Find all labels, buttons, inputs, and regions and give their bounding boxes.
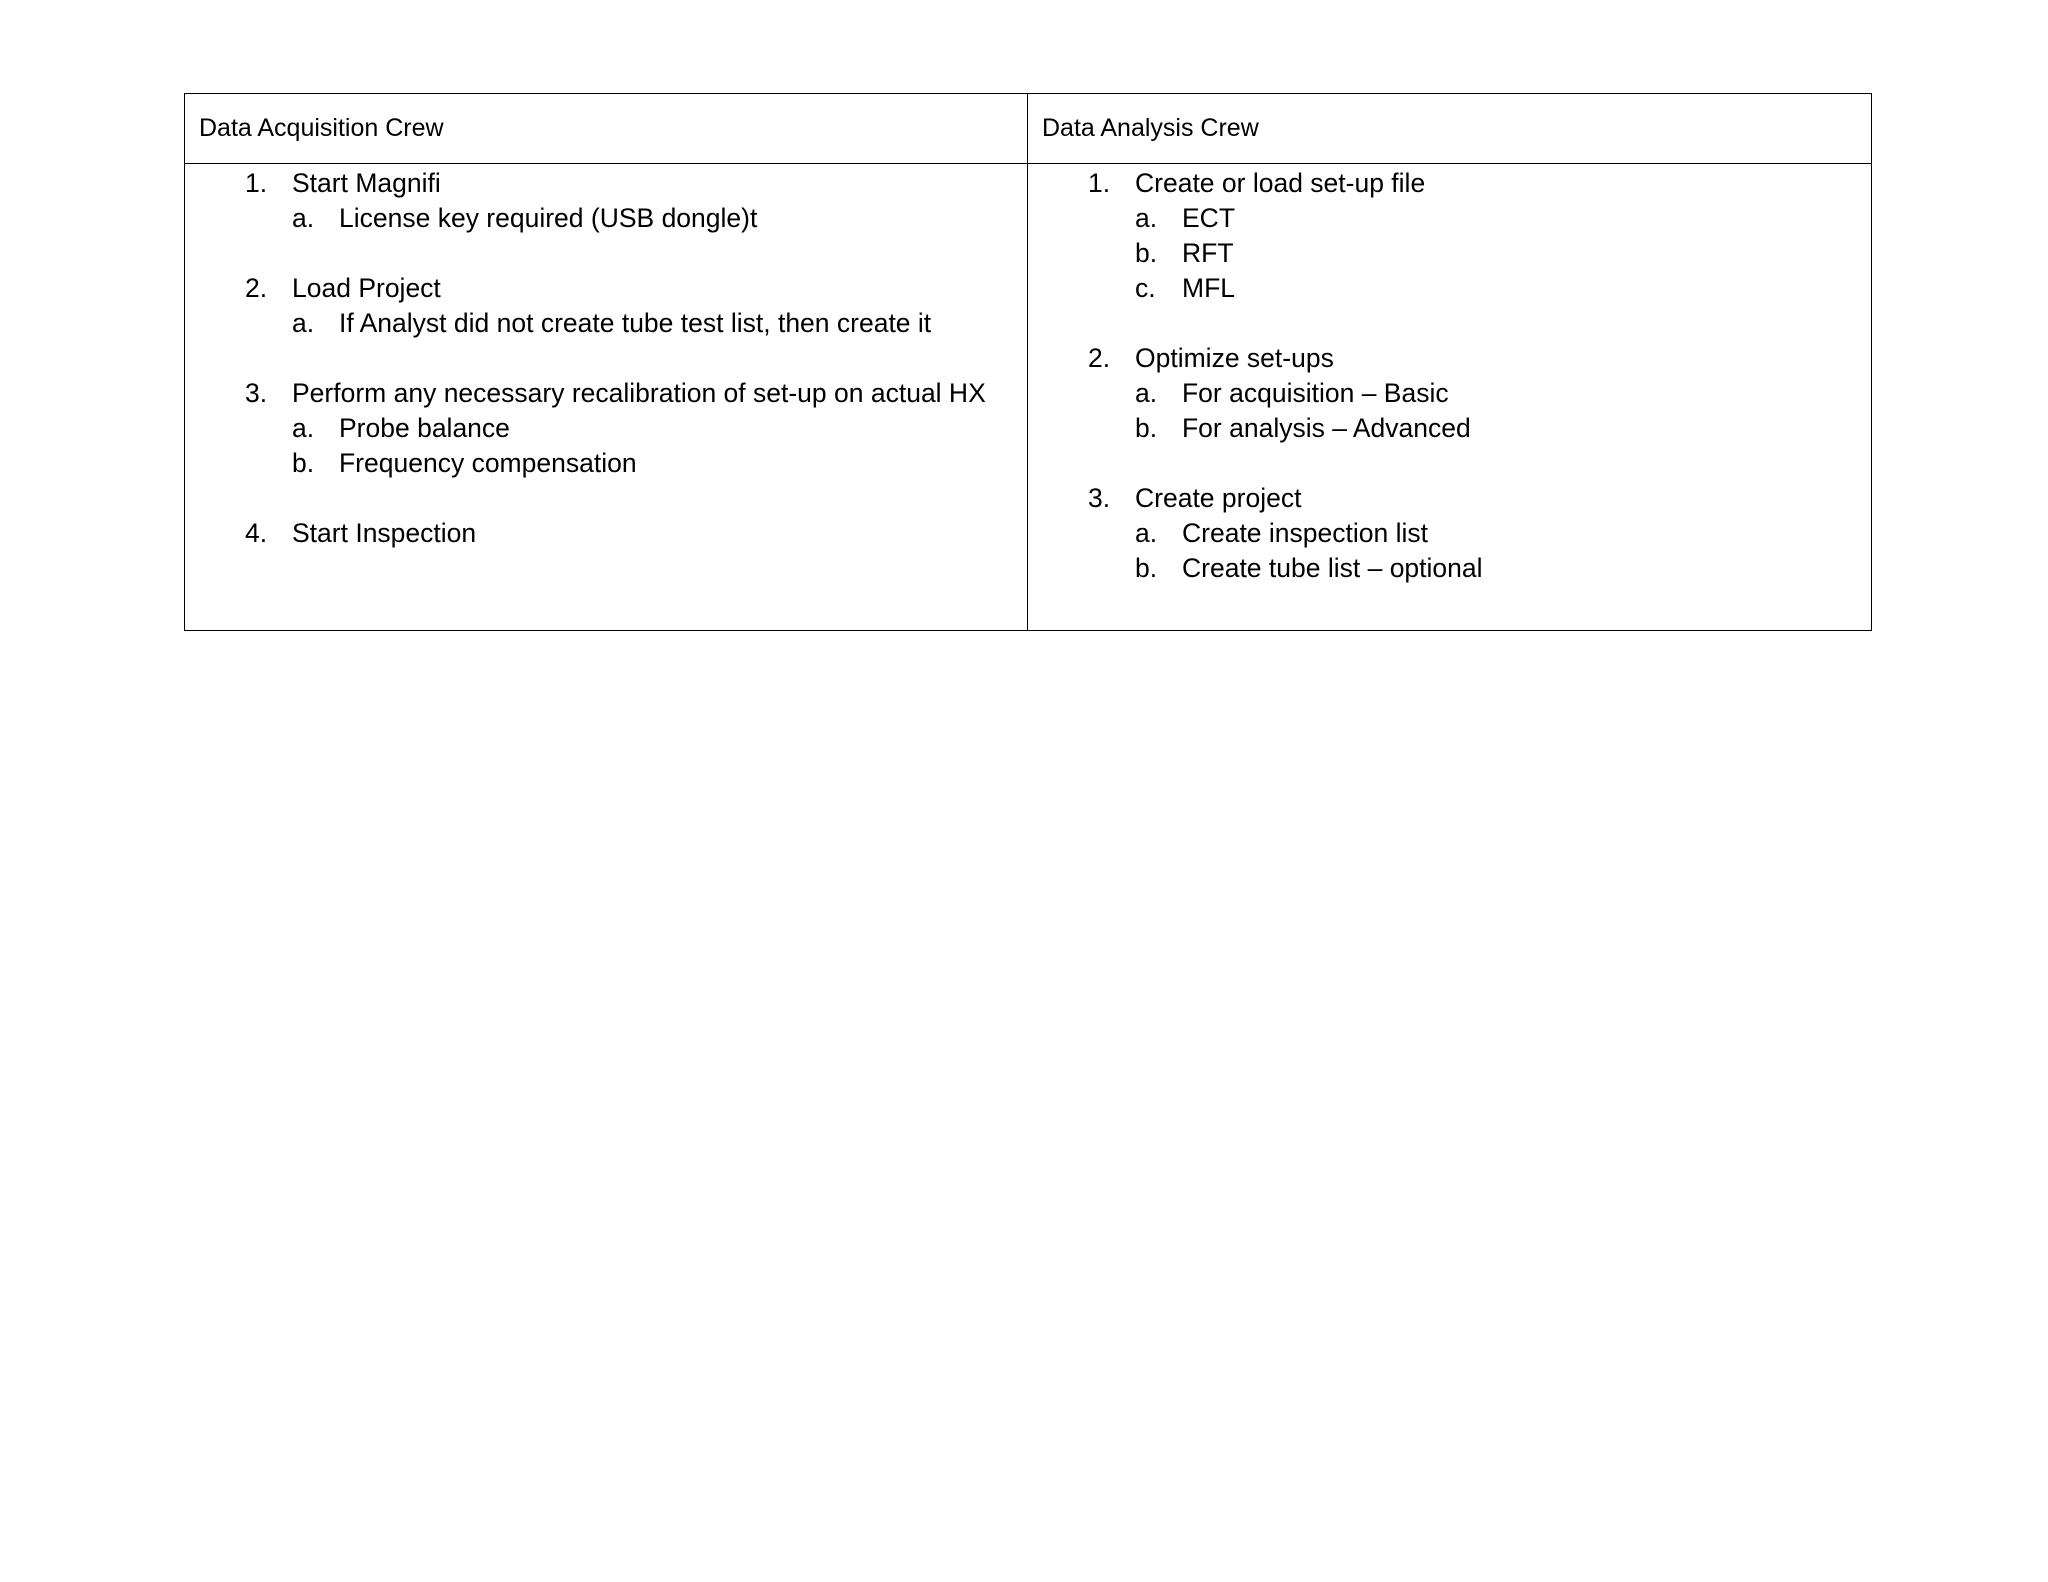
step-label: Start Magnifi — [292, 168, 441, 198]
step-number: 1. — [245, 168, 268, 198]
acquisition-steps-list — [185, 164, 1027, 551]
header-row — [185, 94, 1872, 164]
step-item — [1028, 341, 1871, 446]
analysis-steps-cell — [1028, 164, 1872, 631]
substep-list — [1028, 201, 1871, 306]
substep-list — [185, 201, 1027, 236]
acquisition-crew-header: Data Acquisition Crew — [199, 114, 444, 142]
substep-letter: a. — [292, 413, 315, 443]
step-item — [185, 376, 1027, 481]
step-item — [185, 516, 1027, 551]
step-item — [185, 166, 1027, 236]
substep-letter: b. — [292, 448, 315, 478]
substep-list — [185, 411, 1027, 481]
substep-item — [185, 411, 1027, 446]
substep-item — [1028, 411, 1871, 446]
substep-label: MFL — [1182, 273, 1235, 303]
substep-item — [1028, 376, 1871, 411]
substep-item — [185, 201, 1027, 236]
substep-letter: a. — [1135, 518, 1158, 548]
substep-letter: a. — [292, 203, 315, 233]
substep-label: ECT — [1182, 203, 1235, 233]
substep-item — [185, 446, 1027, 481]
substep-label: If Analyst did not create tube test list, then create it — [339, 308, 932, 338]
substep-label: For acquisition – Basic — [1182, 378, 1449, 408]
substep-letter: b. — [1135, 238, 1158, 268]
substep-label: Create inspection list — [1182, 518, 1428, 548]
acquisition-steps-cell — [185, 164, 1028, 631]
step-number: 4. — [245, 518, 268, 548]
analysis-header-cell — [1028, 94, 1872, 164]
substep-label: License key required (USB dongle)t — [339, 203, 758, 233]
substep-item — [185, 306, 1027, 341]
analysis-crew-header: Data Analysis Crew — [1042, 114, 1259, 142]
substep-item — [1028, 201, 1871, 236]
substep-list — [185, 306, 1027, 341]
acquisition-header-cell — [185, 94, 1028, 164]
step-number: 3. — [1088, 483, 1111, 513]
substep-item — [1028, 236, 1871, 271]
substep-letter: b. — [1135, 553, 1158, 583]
body-row — [185, 164, 1872, 631]
substep-label: Frequency compensation — [339, 448, 637, 478]
substep-letter: c. — [1135, 273, 1156, 303]
step-label: Optimize set-ups — [1135, 343, 1334, 373]
substep-item — [1028, 551, 1871, 586]
analysis-steps-list — [1028, 164, 1871, 586]
step-label: Create or load set-up file — [1135, 168, 1426, 198]
step-label: Create project — [1135, 483, 1302, 513]
substep-list — [1028, 376, 1871, 446]
step-label: Start Inspection — [292, 518, 477, 548]
step-number: 3. — [245, 378, 268, 408]
step-item — [1028, 166, 1871, 306]
crew-procedure-table — [184, 93, 1872, 631]
step-number: 2. — [1088, 343, 1111, 373]
step-label: Perform any necessary recalibration of set-up on actual HX — [292, 378, 986, 408]
step-label: Load Project — [292, 273, 441, 303]
substep-letter: a. — [1135, 378, 1158, 408]
substep-label: RFT — [1182, 238, 1234, 268]
step-item — [1028, 481, 1871, 586]
substep-letter: b. — [1135, 413, 1158, 443]
step-number: 2. — [245, 273, 268, 303]
substep-item — [1028, 271, 1871, 306]
substep-item — [1028, 516, 1871, 551]
step-number: 1. — [1088, 168, 1111, 198]
step-item — [185, 271, 1027, 341]
substep-letter: a. — [1135, 203, 1158, 233]
substep-list — [1028, 516, 1871, 586]
substep-label: For analysis – Advanced — [1182, 413, 1471, 443]
substep-label: Create tube list – optional — [1182, 553, 1483, 583]
substep-label: Probe balance — [339, 413, 510, 443]
substep-letter: a. — [292, 308, 315, 338]
